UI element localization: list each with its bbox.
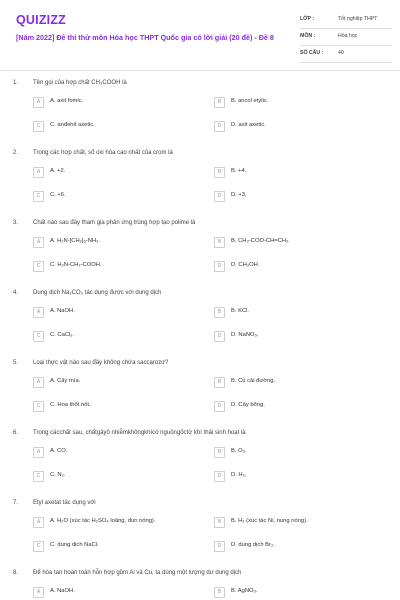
option-letter-box: D [214, 331, 225, 342]
question-number: 3. [13, 220, 19, 226]
option-letter-box: B [214, 97, 225, 108]
answer-option-b[interactable] [214, 447, 364, 459]
meta-row-count [300, 46, 392, 63]
question-text: Để hòa tan hoàn toàn hỗn hợp gồm Al và Cu, ta dùng một lượng dư dung dịch [33, 570, 242, 576]
question-text: Tên gọi của hợp chất CH₃COOH là [33, 80, 127, 86]
option-letter-box: A [33, 97, 44, 108]
option-letter-box: A [33, 447, 44, 458]
option-text: B. +4. [231, 168, 247, 174]
answer-option-a[interactable] [33, 447, 183, 459]
answer-option-c[interactable] [33, 121, 183, 133]
option-text: B. AgNO₃. [231, 588, 258, 594]
question-text: Trong các hợp chất, số oxi hóa cao nhất của crom là [33, 150, 173, 156]
option-letter-box: D [214, 541, 225, 552]
option-letter-box: C [33, 541, 44, 552]
option-text: D. Cây bông. [231, 402, 265, 408]
answer-option-b[interactable] [214, 167, 364, 179]
answer-option-a[interactable] [33, 307, 183, 319]
option-text: D. NaNO₃. [231, 332, 259, 338]
option-text: A. axit fomic. [50, 98, 84, 104]
option-text: A. +2. [50, 168, 66, 174]
question-list [0, 78, 400, 600]
answer-option-b[interactable] [214, 517, 364, 529]
option-text: B. ancol etylic. [231, 98, 269, 104]
answer-option-c[interactable] [33, 261, 183, 273]
option-letter-box: A [33, 517, 44, 528]
option-letter-box: A [33, 167, 44, 178]
answer-option-b[interactable] [214, 377, 364, 389]
option-letter-box: B [214, 447, 225, 458]
answer-option-a[interactable] [33, 587, 183, 599]
option-text: A. Cây mía. [50, 378, 81, 384]
question-text: Etyl axetat tác dụng với [33, 500, 96, 506]
option-text: B. KCl. [231, 308, 250, 314]
option-letter-box: A [33, 377, 44, 388]
answer-option-c[interactable] [33, 401, 183, 413]
option-letter-box: C [33, 121, 44, 132]
option-letter-box: D [214, 471, 225, 482]
option-text: C. CaCl₂. [50, 332, 75, 338]
question-number: 7. [13, 500, 19, 506]
answer-option-d[interactable] [214, 261, 364, 273]
question-item [0, 218, 400, 288]
answer-option-d[interactable] [214, 121, 364, 133]
option-letter-box: B [214, 307, 225, 318]
option-letter-box: D [214, 261, 225, 272]
option-text: D. CH₃OH. [231, 262, 260, 268]
answer-option-c[interactable] [33, 331, 183, 343]
question-item [0, 148, 400, 218]
answer-option-a[interactable] [33, 167, 183, 179]
option-text: B. Củ cải đường. [231, 378, 276, 384]
question-number: 8. [13, 570, 19, 576]
option-letter-box: D [214, 191, 225, 202]
question-text: Trong cácchất sau, chấtgâyô nhiễmkhôngkhícó nguồngốctừ khí thải sinh hoạt là [33, 430, 246, 436]
question-item [0, 568, 400, 600]
option-text: A. H₂N-[CH₂]₆-NH₂. [50, 238, 100, 244]
answer-option-a[interactable] [33, 377, 183, 389]
subject-value: Hóa học [338, 33, 358, 39]
document-title: [Năm 2022] Đề thi thử môn Hóa học THPT Quốc gia có lời giải (20 đề) - Đề 8 [16, 33, 274, 42]
option-text: C. H₂N-CH₂-COOH. [50, 262, 102, 268]
option-letter-box: C [33, 401, 44, 412]
option-letter-box: C [33, 471, 44, 482]
question-text: Chất nào sau đây tham gia phản ứng trùng hợp tạo polime là [33, 220, 196, 226]
option-text: C. dung dịch NaCl. [50, 542, 99, 548]
question-item [0, 288, 400, 358]
option-letter-box: C [33, 261, 44, 272]
option-text: D. axit axetic. [231, 122, 266, 128]
meta-table [300, 12, 392, 63]
option-text: B. O₃. [231, 448, 247, 454]
option-text: D. +3. [231, 192, 247, 198]
option-letter-box: C [33, 191, 44, 202]
question-item [0, 498, 400, 568]
option-text: B. H₂ (xúc tác Ni, nung nóng). [231, 518, 308, 524]
question-text: Dung dịch Na₂CO₃ tác dụng được với dung dịch [33, 290, 162, 296]
question-item [0, 428, 400, 498]
option-text: A. CO. [50, 448, 68, 454]
option-letter-box: B [214, 237, 225, 248]
answer-option-d[interactable] [214, 331, 364, 343]
option-letter-box: A [33, 587, 44, 598]
grade-label: LỚP : [300, 16, 315, 22]
answer-option-c[interactable] [33, 471, 183, 483]
subject-label: MÔN : [300, 33, 316, 39]
worksheet-header [0, 0, 400, 71]
question-number: 4. [13, 290, 19, 296]
answer-option-a[interactable] [33, 97, 183, 109]
option-letter-box: B [214, 377, 225, 388]
question-count-value: 40 [338, 50, 344, 56]
answer-option-b[interactable] [214, 97, 364, 109]
option-text: C. Hoa thốt nốt. [50, 402, 91, 408]
meta-row-subject [300, 29, 392, 46]
option-letter-box: B [214, 517, 225, 528]
question-text: Loại thực vật nào sau đây không chứa saccarozơ? [33, 360, 169, 366]
answer-option-a[interactable] [33, 237, 183, 249]
option-letter-box: D [214, 401, 225, 412]
option-text: A. NaOH. [50, 308, 75, 314]
option-letter-box: A [33, 307, 44, 318]
answer-option-b[interactable] [214, 237, 364, 249]
answer-option-d[interactable] [214, 541, 364, 553]
option-letter-box: B [214, 587, 225, 598]
option-text: A. H₂O (xúc tác H₂SO₄ loãng, đun nóng). [50, 518, 156, 524]
question-count-label: SỐ CÂU : [300, 50, 324, 56]
option-text: C. N₂. [50, 472, 66, 478]
option-letter-box: B [214, 167, 225, 178]
quizizz-logo: QUIZIZZ [16, 13, 67, 27]
option-letter-box: C [33, 331, 44, 342]
answer-option-b[interactable] [214, 307, 364, 319]
option-text: D. H₂. [231, 472, 247, 478]
answer-option-d[interactable] [214, 401, 364, 413]
question-number: 6. [13, 430, 19, 436]
answer-option-c[interactable] [33, 541, 183, 553]
answer-option-d[interactable] [214, 191, 364, 203]
question-number: 1. [13, 80, 19, 86]
answer-option-a[interactable] [33, 517, 183, 529]
grade-value: Tốt nghiệp THPT [338, 16, 378, 22]
answer-option-d[interactable] [214, 471, 364, 483]
option-letter-box: D [214, 121, 225, 132]
option-letter-box: A [33, 237, 44, 248]
question-number: 2. [13, 150, 19, 156]
option-text: B. CH₃-COO-CH=CH₂. [231, 238, 290, 244]
question-item [0, 358, 400, 428]
option-text: D. dung dịch Br₂. [231, 542, 275, 548]
question-number: 5. [13, 360, 19, 366]
meta-row-grade [300, 12, 392, 29]
question-item [0, 78, 400, 148]
option-text: C. anđehit axetic. [50, 122, 95, 128]
answer-option-c[interactable] [33, 191, 183, 203]
option-text: A. NaOH. [50, 588, 75, 594]
answer-option-b[interactable] [214, 587, 364, 599]
option-text: C. +6. [50, 192, 66, 198]
